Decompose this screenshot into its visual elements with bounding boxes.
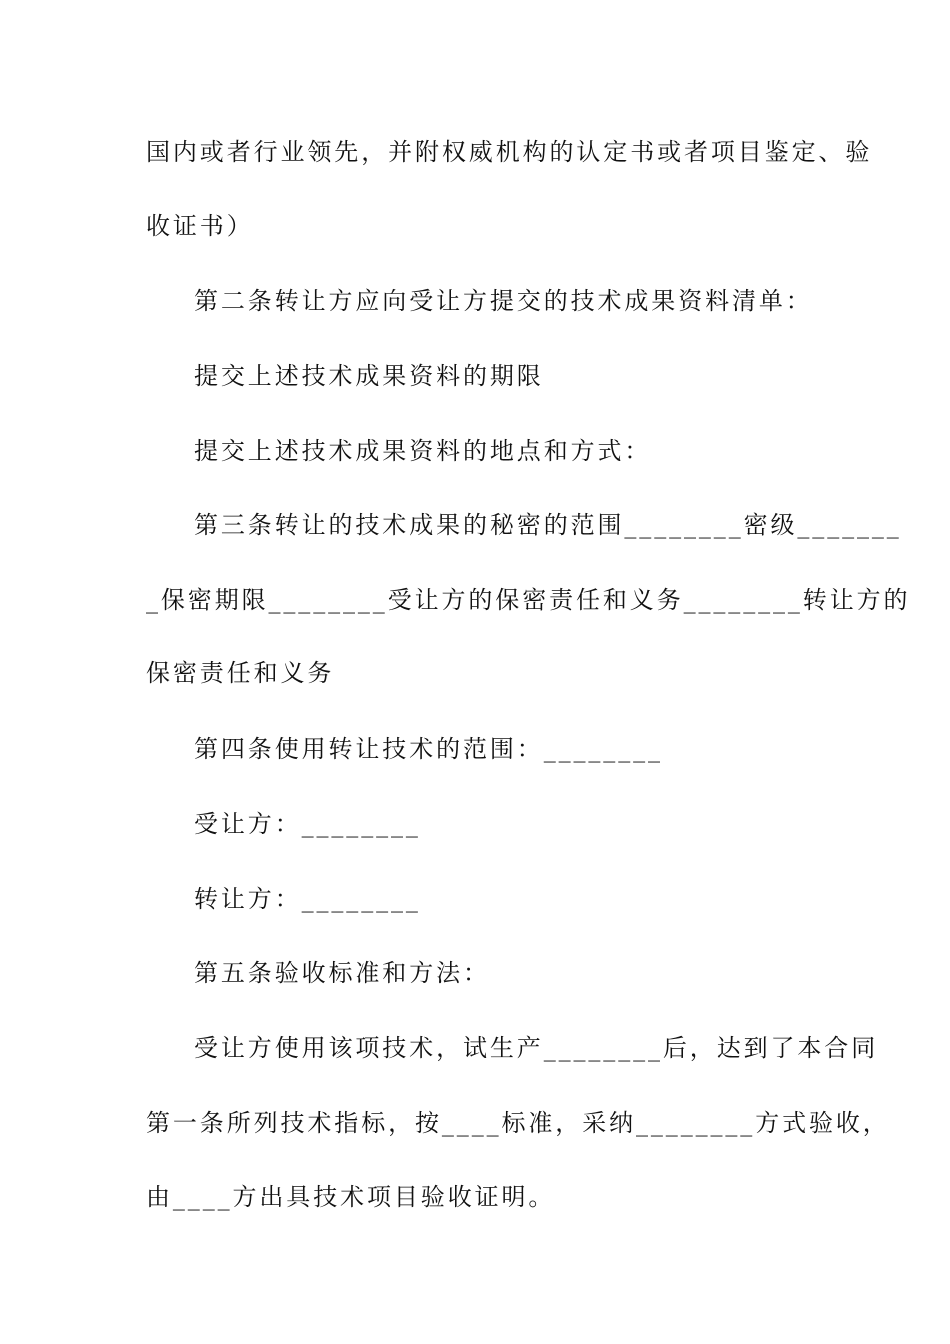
text-line-2: 收证书） [146, 212, 254, 240]
text-line-4: 提交上述技术成果资料的期限 [194, 362, 544, 390]
text-line-7: _保密期限________受让方的保密责任和义务________转让方的 [146, 586, 911, 614]
transferee-line: 受让方：________ [194, 810, 421, 838]
text-line-5: 提交上述技术成果资料的地点和方式： [194, 437, 652, 465]
text-line-15: 由____方出具技术项目验收证明。 [146, 1183, 556, 1211]
article-4-heading: 第四条使用转让技术的范围：________ [194, 735, 663, 763]
text-line-8: 保密责任和义务 [146, 659, 335, 687]
transferor-line: 转让方：________ [194, 885, 421, 913]
text-line-14: 第一条所列技术指标，按____标准，采纳________方式验收， [146, 1109, 890, 1137]
text-line-13: 受让方使用该项技术，试生产________后，达到了本合同 [194, 1034, 879, 1062]
text-line-1: 国内或者行业领先，并附权威机构的认定书或者项目鉴定、验 [146, 138, 873, 166]
article-5-heading: 第五条验收标准和方法： [194, 959, 490, 987]
article-2-heading: 第二条转让方应向受让方提交的技术成果资料清单： [194, 287, 813, 315]
article-3-heading: 第三条转让的技术成果的秘密的范围________密级_______ [194, 511, 902, 539]
